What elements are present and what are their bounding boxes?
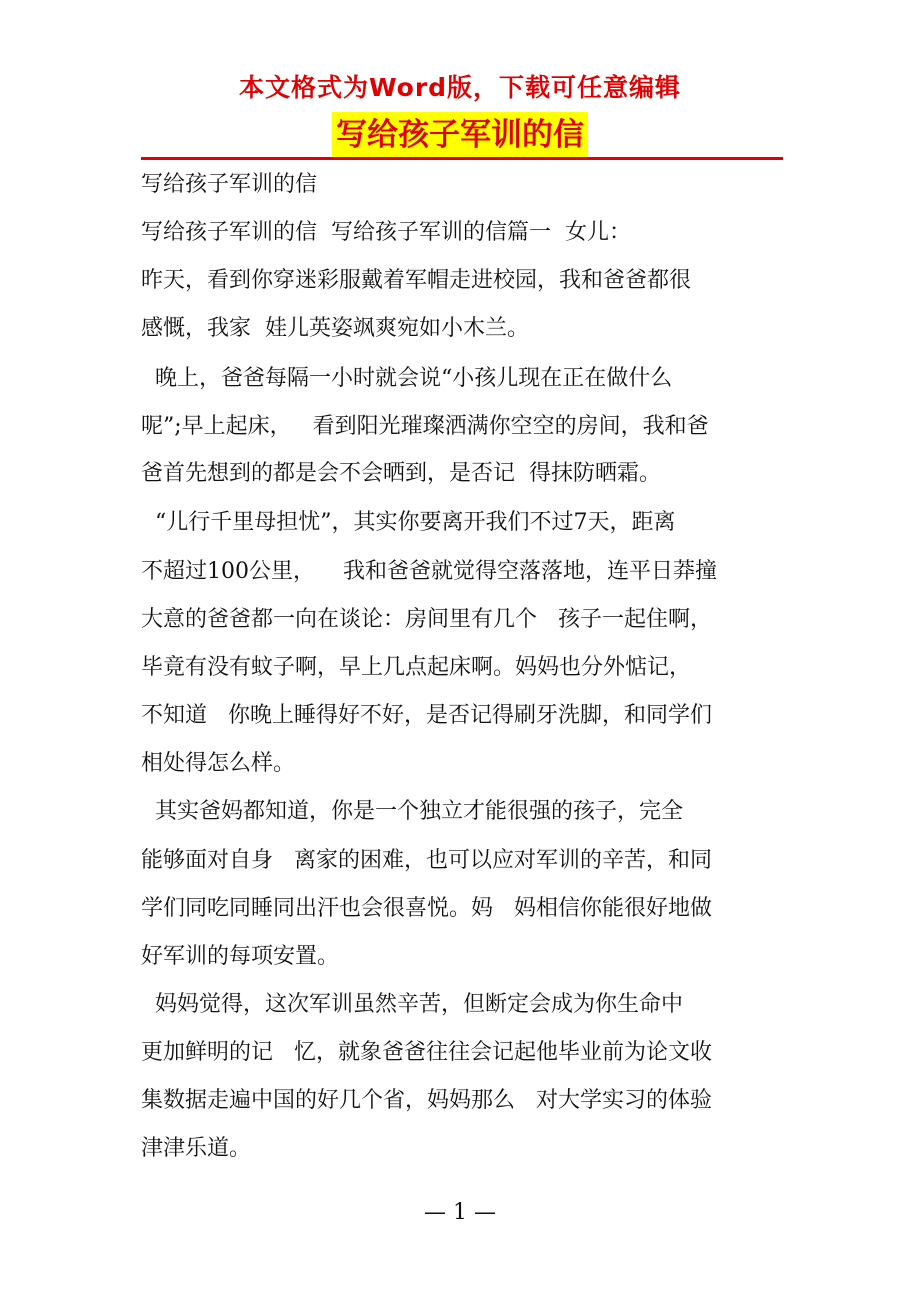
body-line: 其实爸妈都知道，你是一个独立才能很强的孩子，完全 [141,799,683,824]
body-line: 晚上，爸爸每隔一小时就会说“小孩儿现在正在做什么 [141,366,673,391]
body-line: 毕竟有没有蚊子啊，早上几点起床啊。妈妈也分外惦记， [141,655,692,680]
title-divider [141,157,783,160]
body-line: 更加鲜明的记 忆，就象爸爸往往会记起他毕业前为论文收 [141,1040,712,1065]
format-notice: 本文格式为Word版，下载可任意编辑 [238,73,682,102]
body-line: 妈妈觉得，这次军训虽然辛苦，但断定会成为你生命中 [141,992,683,1017]
body-line: 大意的爸爸都一向在谈论：房间里有几个 孩子一起住啊， [141,607,712,632]
body-line: 津津乐道。 [141,1136,252,1161]
body-line: 好军训的每项安置。 [141,944,340,969]
body-line: 写给孩子军训的信 写给孩子军训的信篇一 女儿： [141,220,631,245]
body-line: 爸首先想到的都是会不会晒到，是否记 得抹防晒霜。 [141,461,661,486]
body-line: 不知道 你晚上睡得好不好，是否记得刷牙洗脚，和同学们 [141,703,712,728]
document-title: 写给孩子军训的信 [332,112,588,158]
body-line: 相处得怎么样。 [141,751,296,776]
body-line: 集数据走遍中国的好几个省，妈妈那么 对大学实习的体验 [141,1088,712,1113]
body-line: 呢”;早上起床， 看到阳光璀璨洒满你空空的房间，我和爸 [141,414,709,439]
page-number: — 1 — [424,1200,496,1225]
body-line: 能够面对自身 离家的困难，也可以应对军训的辛苦，和同 [141,848,712,873]
body-line: 昨天，看到你穿迷彩服戴着军帽走进校园，我和爸爸都很 [141,268,692,293]
body-line: 不超过100公里， 我和爸爸就觉得空落落地，连平日莽撞 [141,559,717,584]
body-line: “儿行千里母担忧”，其实你要离开我们不过7天，距离 [141,510,676,535]
title-container [0,112,920,158]
body-line: 写给孩子军训的信 [141,172,318,197]
body-line: 感慨，我家 娃儿英姿飒爽宛如小木兰。 [141,316,529,341]
body-line: 学们同吃同睡同出汗也会很喜悦。妈 妈相信你能很好地做 [141,896,712,921]
